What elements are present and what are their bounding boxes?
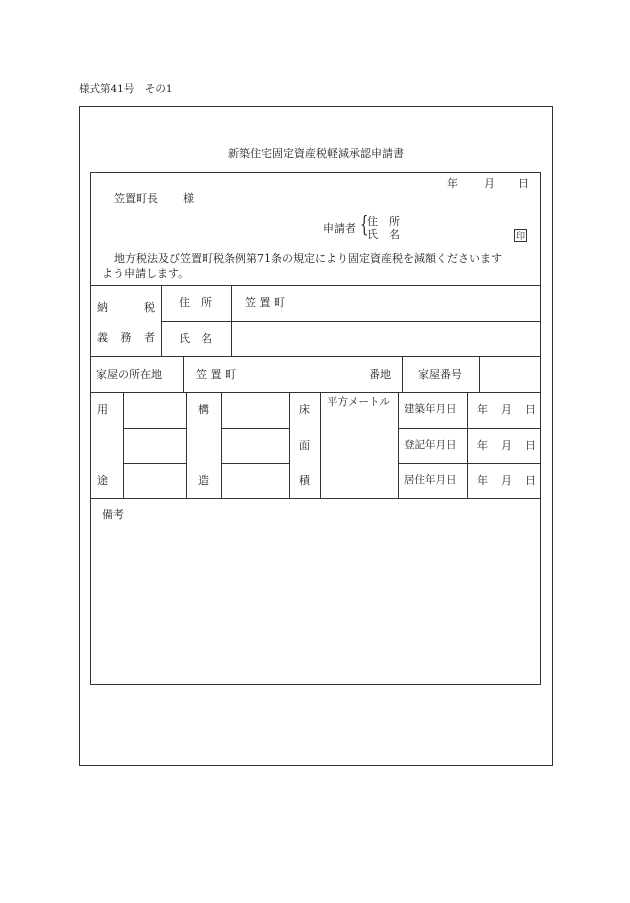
registration-date-label: 登記年月日: [404, 439, 457, 451]
taxpayer-label-char: 納: [97, 301, 108, 314]
house-number-label: 家屋番号: [418, 368, 462, 381]
divider-dates-2: [398, 463, 541, 464]
structure-label-bottom: 造: [198, 474, 209, 487]
residence-date-day: 日: [525, 474, 536, 487]
divider-taxpayer-top: [90, 285, 541, 286]
taxpayer-name-label: 氏 名: [179, 332, 212, 345]
remarks-field[interactable]: [96, 526, 536, 678]
divider-dates-1: [398, 428, 541, 429]
divider-structure-1: [221, 428, 289, 429]
divider-details-v7: [467, 392, 468, 498]
build-date-year: 年: [477, 403, 488, 416]
divider-details-v6: [398, 392, 399, 498]
build-date-label: 建築年月日: [404, 403, 457, 415]
divider-house-top: [90, 356, 541, 357]
applicant-label: 申請者: [323, 222, 356, 235]
taxpayer-label-line1: [97, 302, 155, 313]
taxpayer-label-char: 税: [144, 301, 155, 314]
recipient-honorific: 様: [183, 192, 194, 205]
registration-date-year: 年: [477, 439, 488, 452]
house-number-field[interactable]: [483, 360, 537, 388]
taxpayer-address-label: 住 所: [179, 296, 212, 309]
taxpayer-label-line2: [97, 332, 155, 343]
seal-mark-icon: 印: [514, 229, 527, 242]
divider-details-top: [90, 392, 541, 393]
date-month-label: 月: [484, 177, 495, 190]
applicant-address-label: 住 所: [367, 215, 400, 228]
use-label-top: 用: [97, 403, 108, 416]
recipient-name: 笠置町長: [114, 192, 158, 205]
form-number: 様式第41号 その1: [79, 83, 173, 95]
taxpayer-address-value: 笠 置 町: [245, 296, 285, 309]
divider-house-v2: [402, 356, 403, 392]
registration-date-month: 月: [501, 439, 512, 452]
divider-details-v2: [186, 392, 187, 498]
divider-house-v3: [479, 356, 480, 392]
divider-taxpayer-v1: [161, 285, 162, 356]
registration-date-day: 日: [525, 439, 536, 452]
structure-label-top: 構: [198, 403, 209, 416]
divider-remarks-top: [90, 498, 541, 499]
residence-date-year: 年: [477, 474, 488, 487]
divider-structure-2: [221, 463, 289, 464]
divider-details-v5: [320, 392, 321, 498]
taxpayer-label-char: 者: [144, 331, 155, 344]
date-day-label: 日: [518, 177, 529, 190]
applicant-name-label: 氏 名: [367, 228, 400, 241]
residence-date-label: 居住年月日: [404, 474, 457, 486]
divider-taxpayer-mid: [161, 321, 541, 322]
form-title: 新築住宅固定資産税軽減承認申請書: [228, 147, 404, 160]
floor-label-top: 床: [299, 403, 310, 416]
area-unit-label: 平方メートル: [327, 396, 390, 408]
divider-details-v3: [221, 392, 222, 498]
body-text-line1: 地方税法及び笠置町税条例第71条の規定により固定資産税を減額くださいます: [114, 252, 502, 265]
divider-house-v1: [183, 356, 184, 392]
divider-taxpayer-v2: [231, 285, 232, 356]
floor-label-bottom: 積: [299, 474, 310, 487]
taxpayer-label-char: 義: [97, 331, 108, 344]
build-date-day: 日: [525, 403, 536, 416]
remarks-label: 備考: [102, 508, 124, 521]
house-location-label: 家屋の所在地: [96, 368, 162, 381]
divider-use-1: [123, 428, 186, 429]
taxpayer-label-char: 務: [120, 331, 132, 344]
date-year-label: 年: [447, 177, 458, 190]
divider-use-2: [123, 463, 186, 464]
build-date-month: 月: [501, 403, 512, 416]
residence-date-month: 月: [501, 474, 512, 487]
house-banchi-label: 番地: [369, 368, 391, 381]
taxpayer-name-field[interactable]: [245, 328, 537, 352]
divider-details-v1: [123, 392, 124, 498]
divider-details-v4: [289, 392, 290, 498]
use-label-bottom: 途: [97, 474, 108, 487]
floor-label-mid: 面: [299, 439, 310, 452]
body-text-line2: よう申請します。: [102, 267, 190, 280]
house-location-value: 笠 置 町: [196, 368, 236, 381]
brace-icon: {: [360, 213, 369, 238]
